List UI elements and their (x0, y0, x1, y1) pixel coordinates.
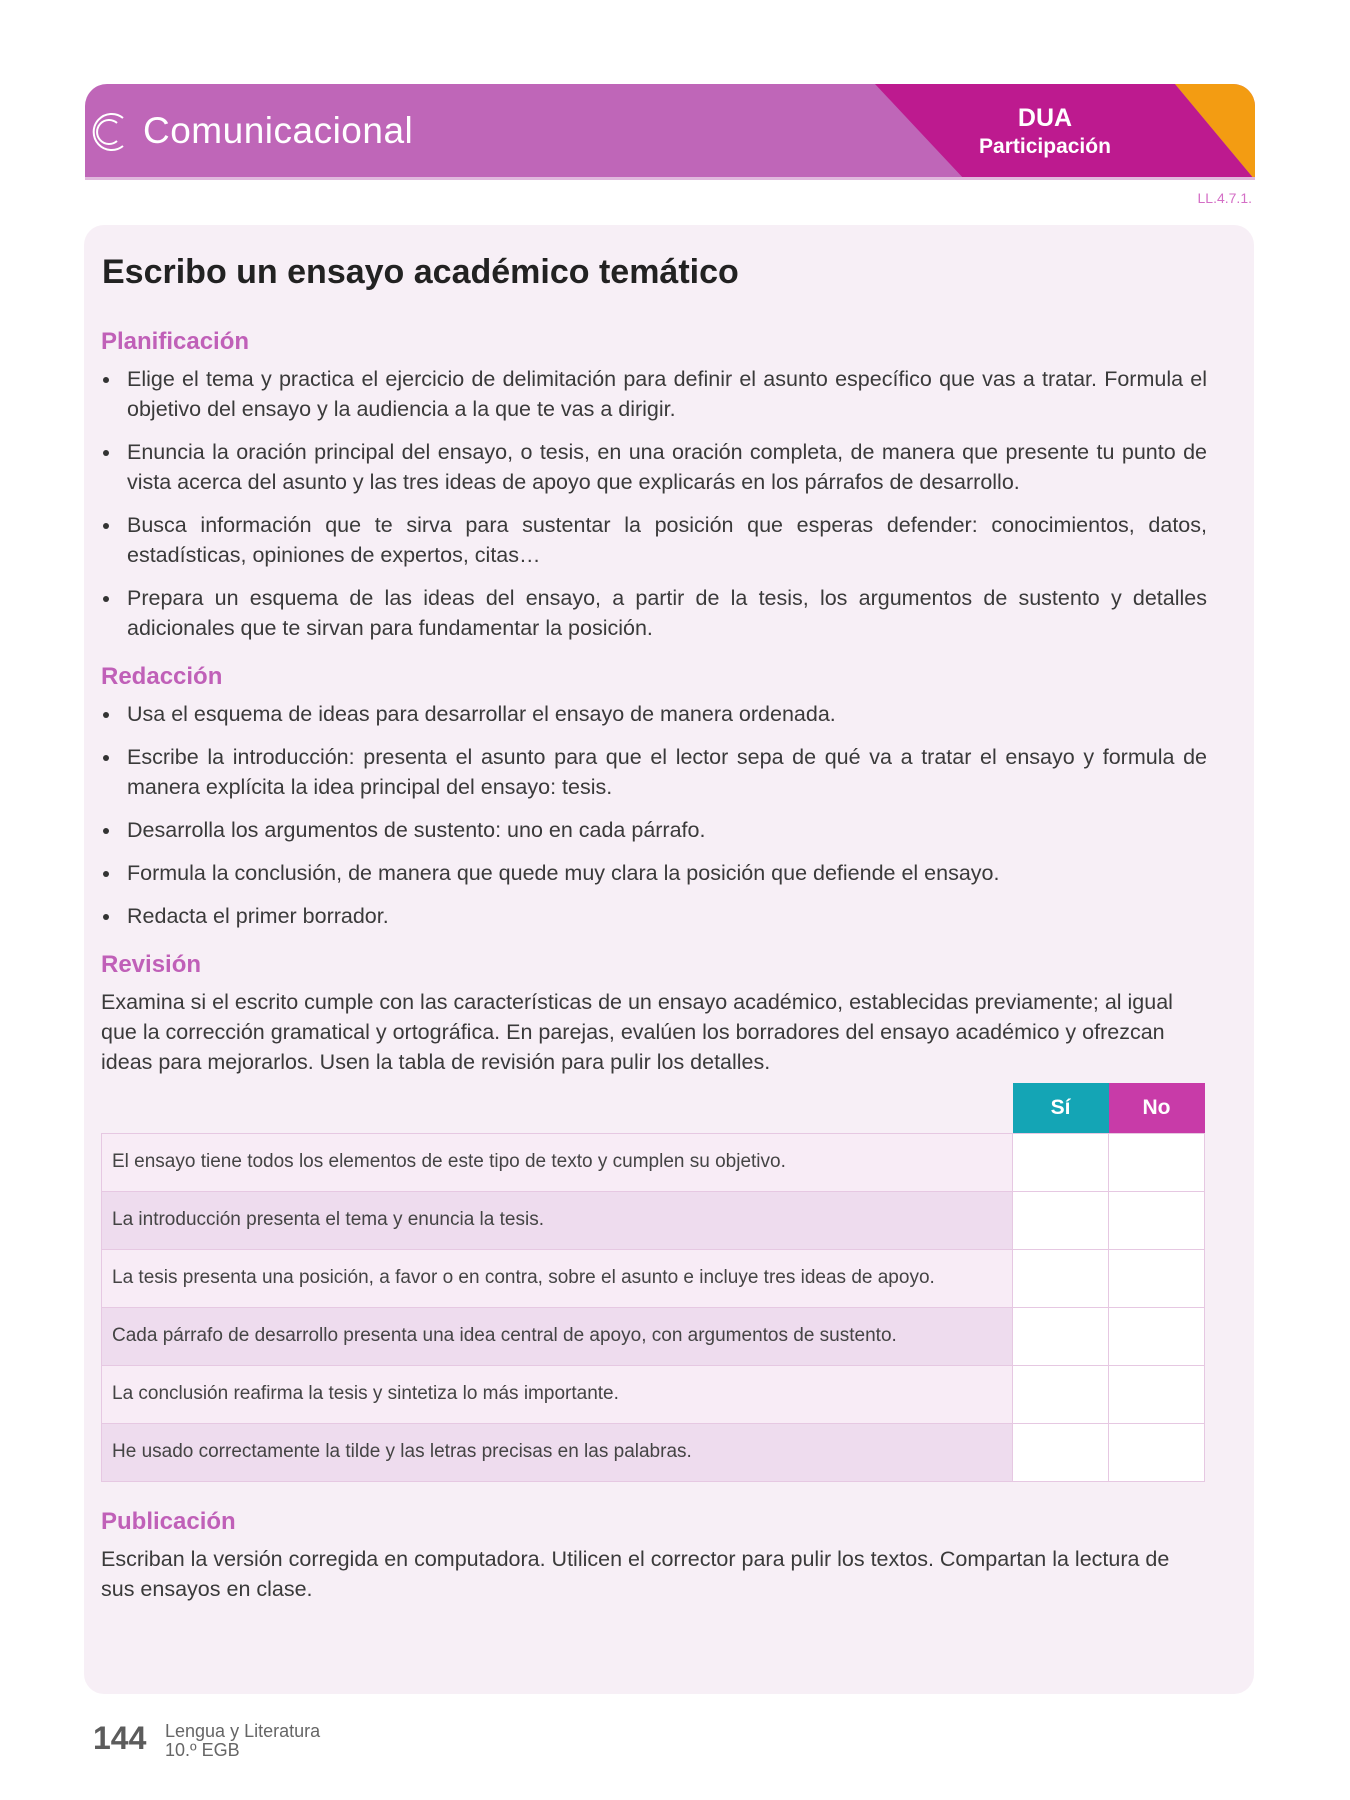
si-checkbox-cell[interactable] (1013, 1365, 1109, 1423)
criterion: La conclusión reafirma la tesis y sintetiza lo más importante. (102, 1365, 1013, 1423)
revision-table (101, 1083, 1205, 1482)
dua-label: DUA (1017, 104, 1073, 132)
no-checkbox-cell[interactable] (1109, 1249, 1205, 1307)
no-checkbox-cell[interactable] (1109, 1365, 1205, 1423)
redaccion-list (101, 699, 1207, 931)
criterion: Cada párrafo de desarrollo presenta una idea central de apoyo, con argumentos de sustento. (102, 1307, 1013, 1365)
criterion: La tesis presenta una posición, a favor o en contra, sobre el asunto e incluye tres ideas de apoyo. (102, 1249, 1013, 1307)
section-title: Comunicacional (143, 110, 414, 151)
si-checkbox-cell[interactable] (1013, 1307, 1109, 1365)
list-item: Enuncia la oración principal del ensayo, o tesis, en una oración completa, de manera que presente tu punto de vista acerca del asunto y las tres ideas de apoyo que explicarás en los párrafos de desarrollo. (101, 437, 1207, 497)
table-row (102, 1365, 1205, 1423)
si-checkbox-cell[interactable] (1013, 1133, 1109, 1191)
list-item: Prepara un esquema de las ideas del ensayo, a partir de la tesis, los argumentos de sustento y detalles adicionales que te sirvan para fundamentar la posición. (101, 583, 1207, 643)
list-item: Usa el esquema de ideas para desarrollar el ensayo de manera ordenada. (101, 699, 1207, 729)
book-title: Lengua y Literatura (165, 1721, 321, 1741)
table-row (102, 1191, 1205, 1249)
section-banner (85, 84, 1255, 180)
skill-code: LL.4.7.1. (1197, 190, 1252, 206)
activity-card (84, 225, 1254, 1694)
page-title: Escribo un ensayo académico temático (102, 253, 739, 291)
no-checkbox-cell[interactable] (1109, 1423, 1205, 1481)
table-row (102, 1133, 1205, 1191)
column-si: Sí (1013, 1083, 1109, 1133)
list-item: Desarrolla los argumentos de sustento: uno en cada párrafo. (101, 815, 1207, 845)
publicacion-text: Escriban la versión corregida en computadora. Utilicen el corrector para pulir los textos. Compartan la lectura de sus ensayos en clase. (101, 1546, 1170, 1601)
heading-revision: Revisión (101, 951, 202, 978)
grade-label: 10.º EGB (165, 1740, 240, 1760)
page-number: 144 (93, 1720, 147, 1756)
dua-badge (965, 104, 1125, 159)
no-checkbox-cell[interactable] (1109, 1133, 1205, 1191)
si-checkbox-cell[interactable] (1013, 1191, 1109, 1249)
si-checkbox-cell[interactable] (1013, 1249, 1109, 1307)
criterion: He usado correctamente la tilde y las letras precisas en las palabras. (102, 1423, 1013, 1481)
table-row (102, 1423, 1205, 1481)
list-item: Escribe la introducción: presenta el asunto para que el lector sepa de qué va a tratar el ensayo y formula de manera explícita la idea principal del ensayo: tesis. (101, 742, 1207, 802)
list-item: Formula la conclusión, de manera que quede muy clara la posición que defiende el ensayo. (101, 858, 1207, 888)
no-checkbox-cell[interactable] (1109, 1307, 1205, 1365)
heading-publicacion: Publicación (101, 1507, 236, 1535)
table-row (102, 1249, 1205, 1307)
comunicacional-logo-icon (87, 106, 129, 158)
heading-planificacion: Planificación (101, 328, 250, 355)
table-row (102, 1307, 1205, 1365)
planificacion-list (101, 364, 1207, 643)
revision-text: Examina si el escrito cumple con las características de un ensayo académico, establecidas previamente; al igual que la corrección gramatical y ortográfica. En parejas, evalúen los borradores del ensayo académico y ofrezcan ideas para mejorarlos. Usen la tabla de revisión para pulir los detalles. (101, 990, 1173, 1074)
no-checkbox-cell[interactable] (1109, 1191, 1205, 1249)
list-item: Redacta el primer borrador. (101, 901, 1207, 931)
list-item: Busca información que te sirva para sustentar la posición que esperas defender: conocimientos, datos, estadísticas, opiniones de expertos, citas… (101, 510, 1207, 570)
column-no: No (1109, 1083, 1205, 1133)
list-item: Elige el tema y practica el ejercicio de delimitación para definir el asunto específico que vas a tratar. Formula el objetivo del ensayo y la audiencia a la que te vas a dirigir. (101, 364, 1207, 424)
dua-sub-label: Participación (979, 135, 1111, 158)
heading-redaccion: Redacción (101, 663, 223, 690)
criterion: La introducción presenta el tema y enuncia la tesis. (102, 1191, 1013, 1249)
criterion: El ensayo tiene todos los elementos de este tipo de texto y cumplen su objetivo. (102, 1133, 1013, 1191)
si-checkbox-cell[interactable] (1013, 1423, 1109, 1481)
